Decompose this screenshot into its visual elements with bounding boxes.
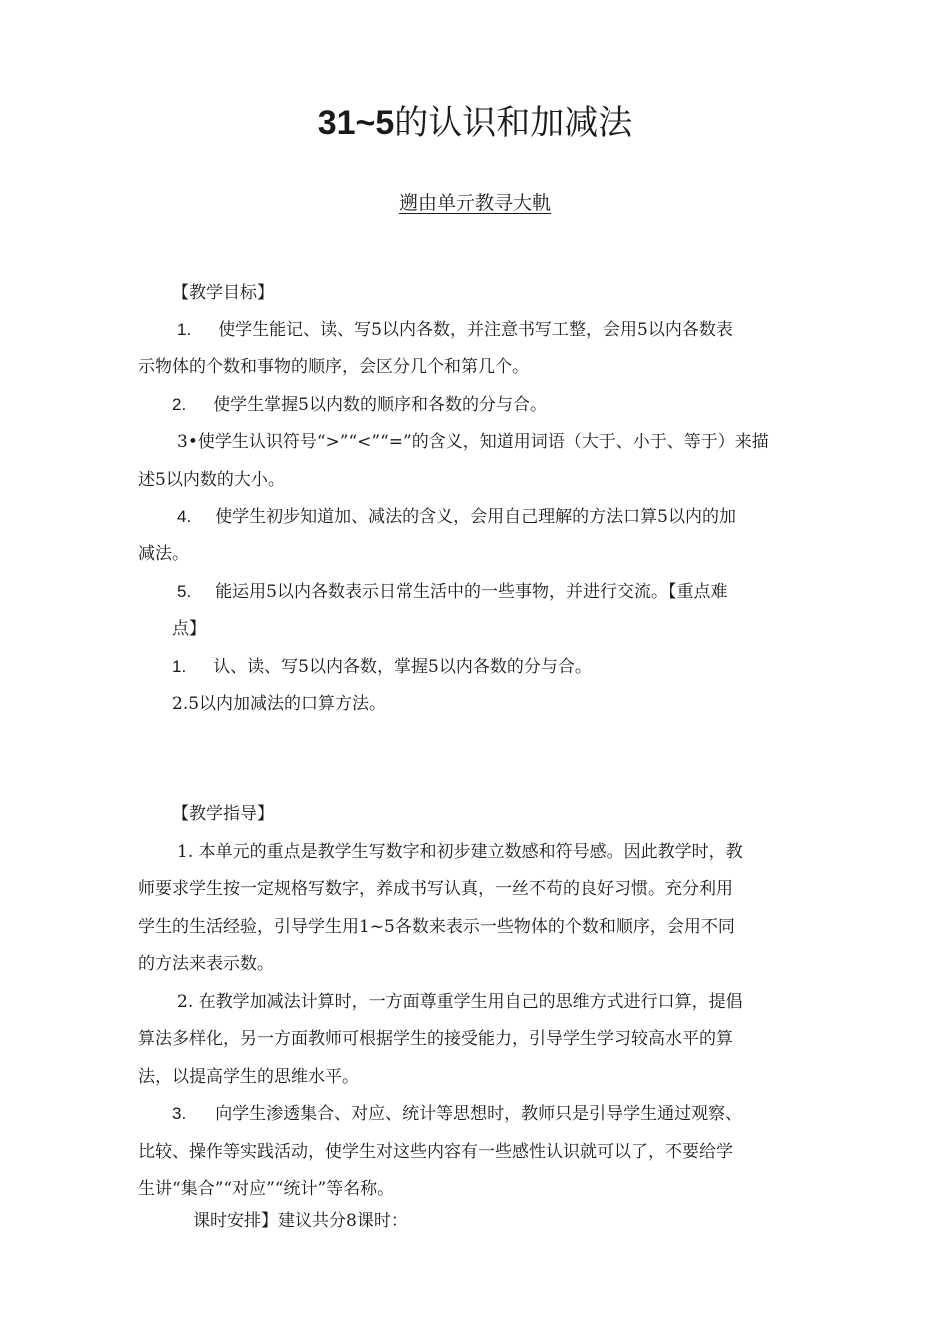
goal-2-line: [172, 391, 547, 419]
guide-3-number: 3.: [172, 1104, 187, 1123]
subtitle-text: 遡由单亓教寻大軌: [398, 192, 551, 214]
goal-1-text: 使学生能记、读、写5以内各数，并注意书写工整，会用5以内各数表: [218, 320, 733, 340]
guide-1-line-2: 师要求学生按一定规格写数字，养成书写认真，一丝不苟的良好习惯。充分利用: [138, 879, 733, 899]
goal-5-line-2: 点】: [172, 619, 206, 639]
document-title: [0, 100, 950, 146]
key-point-1-text: 认、读、写5以内各数，掌握5以内各数的分与合。: [213, 657, 592, 677]
guide-2-line-2: 算法多样化，另一方面教师可根据学生的接受能力，引导学生学习较高水平的算: [138, 1029, 733, 1049]
key-point-1: [172, 653, 592, 681]
goal-2-number: 2.: [172, 395, 187, 414]
goal-3-line-1: 3•使学生认识符号“>”“<”“=”的含义，知道用词语（大于、小于、等于）来描: [177, 432, 769, 452]
guide-3-line-1: [172, 1100, 742, 1128]
guide-1-line-1: 1. 本单元的重点是教学生写数字和初步建立数感和符号感。因此教学时，教: [177, 842, 743, 862]
guide-3-line-2: 比较、操作等实践活动，使学生对这些内容有一些感性认识就可以了，不要给学: [138, 1142, 733, 1162]
guide-3-line-3: 生讲“集合”“对应”“统计”等名称。: [138, 1179, 395, 1199]
guide-2-line-1: 2. 在教学加减法计算时，一方面尊重学生用自己的思维方式进行口算，提倡: [177, 992, 743, 1012]
guide-heading: 【教学指导】: [172, 804, 274, 824]
goal-5-line-1: [177, 578, 728, 606]
goal-1-number: 1.: [177, 320, 192, 339]
guide-2-line-3: 法，以提高学生的思维水平。: [138, 1067, 359, 1087]
key-point-1-number: 1.: [172, 657, 187, 676]
goal-1-line-1: [177, 316, 733, 344]
goal-4-text: 使学生初步知道加、减法的含义，会用自己理解的方法口算5以内的加: [215, 507, 737, 527]
title-number: 31~5: [317, 104, 395, 142]
goals-heading: 【教学目标】: [172, 283, 274, 303]
goal-4-number: 4.: [177, 507, 192, 526]
guide-1-line-3: 学生的生活经验，引导学生用1~5各数来表示一些物体的个数和顺序，会用不同: [138, 917, 735, 937]
goal-5-text: 能运用5以内各数表示日常生活中的一些事物，并进行交流。【重点难: [215, 582, 728, 602]
goal-5-number: 5.: [177, 582, 192, 601]
goal-1-line-2: 示物体的个数和事物的顺序，会区分几个和第几个。: [138, 357, 529, 377]
guide-3-text: 向学生渗透集合、对应、统计等思想时，教师只是引导学生通过观察、: [215, 1104, 743, 1124]
key-point-2: 2.5以内加减法的口算方法。: [172, 694, 387, 714]
goal-2-text: 使学生掌握5以内数的顺序和各数的分与合。: [213, 395, 548, 415]
title-text: 的认识和加减法: [394, 103, 633, 143]
document-subtitle: [0, 188, 950, 218]
goal-4-line-1: [177, 503, 736, 531]
goal-4-line-2: 减法。: [138, 544, 189, 564]
goal-3-line-2: 述5以内数的大小。: [138, 470, 285, 490]
schedule-line: 课时安排】建议共分8课时：: [193, 1211, 408, 1231]
guide-1-line-4: 的方法来表示数。: [138, 954, 274, 974]
